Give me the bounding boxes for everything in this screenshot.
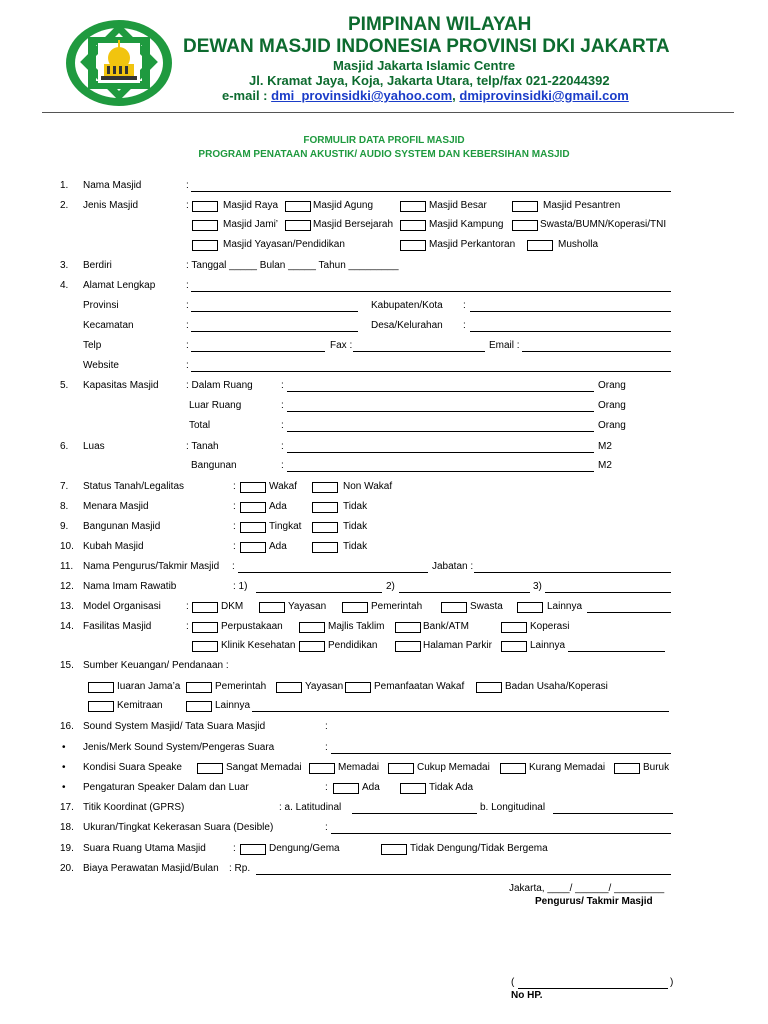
fax-input[interactable]	[353, 351, 485, 352]
text-n14: 14.	[60, 621, 74, 632]
text-o7b: Non Wakaf	[343, 481, 393, 492]
checkbox-masjid-agung[interactable]	[285, 201, 311, 212]
text-l16c: Pengaturan Speaker Dalam dan Luar	[83, 782, 249, 793]
header-email-row	[222, 88, 629, 103]
text-o2f: Masjid Bersejarah	[313, 219, 394, 230]
merk-sound-input[interactable]	[331, 753, 671, 754]
checkbox-pengaturan-ada[interactable]	[333, 783, 359, 794]
text-o15f: Kemitraan	[117, 700, 163, 711]
text-n3: 3.	[60, 260, 69, 271]
text-o16c: Cukup Memadai	[417, 762, 490, 773]
luas-tanah-input[interactable]	[287, 452, 594, 453]
kapasitas-dalam-input[interactable]	[287, 391, 594, 392]
text-l11: Nama Pengurus/Takmir Masjid	[83, 561, 220, 572]
text-c17: : a. Latitudinal	[279, 802, 342, 813]
header-address: Jl. Kramat Jaya, Koja, Jakarta Utara, telp/fax 021-22044392	[249, 73, 610, 88]
form-title: FORMULIR DATA PROFIL MASJID	[303, 135, 465, 146]
text-o16g: Tidak Ada	[429, 782, 474, 793]
provinsi-input[interactable]	[191, 311, 358, 312]
text-c5a: :	[281, 380, 284, 391]
text-c13: :	[186, 601, 189, 612]
text-c9: :	[233, 521, 236, 532]
text-o15c: Yayasan	[305, 681, 344, 692]
text-l4a: Provinsi	[83, 300, 119, 311]
text-l16: Sound System Masjid/ Tata Suara Masjid	[83, 721, 266, 732]
checkbox-menara-b[interactable]	[312, 502, 338, 513]
kabupaten-input[interactable]	[470, 311, 671, 312]
text-o14e: Klinik Kesehatan	[221, 640, 296, 651]
checkbox-kubah-b[interactable]	[312, 542, 338, 553]
text-o14a: Perpustakaan	[221, 621, 283, 632]
text-u5b: Orang	[598, 400, 626, 411]
text-n4: 4.	[60, 280, 69, 291]
text-n10: 10.	[60, 541, 74, 552]
text-c4e: :	[186, 340, 189, 351]
text-n1: 1.	[60, 180, 69, 191]
text-o16e: Buruk	[643, 762, 670, 773]
checkbox-cukup-memadai[interactable]	[388, 763, 414, 774]
text-o10b: Tidak	[343, 541, 368, 552]
text-l17: Titik Koordinat (GPRS)	[83, 802, 185, 813]
text-o15a: Iuaran Jama’a	[117, 681, 181, 692]
text-n18: 18.	[60, 822, 74, 833]
text-l12c: 3)	[533, 581, 542, 592]
text-n20: 20.	[60, 863, 74, 874]
text-u6a: M2	[598, 441, 612, 452]
text-n17: 17.	[60, 802, 74, 813]
text-c14: :	[186, 621, 189, 632]
checkbox-pendidikan[interactable]	[299, 641, 325, 652]
desible-input[interactable]	[331, 833, 671, 834]
kecamatan-input[interactable]	[191, 331, 358, 332]
text-o13a: DKM	[221, 601, 244, 612]
website-input[interactable]	[191, 371, 671, 372]
signature-hp-label: No HP.	[511, 990, 543, 1001]
text-u5a: Orang	[598, 380, 626, 391]
biaya-input[interactable]	[256, 874, 671, 875]
checkbox-dengung[interactable]	[240, 844, 266, 855]
checkbox-bangunan-a[interactable]	[240, 522, 266, 533]
checkbox-buruk[interactable]	[614, 763, 640, 774]
lainnya-fasilitas-input[interactable]	[568, 651, 665, 652]
text-o2j: Masjid Perkantoran	[429, 239, 516, 250]
text-o16d: Kurang Memadai	[529, 762, 606, 773]
text-l4d: Desa/Kelurahan	[371, 320, 443, 331]
text-o15e: Badan Usaha/Koperasi	[505, 681, 608, 692]
text-o16b: Memadai	[338, 762, 380, 773]
text-l2: Jenis Masjid	[83, 200, 139, 211]
form-subtitle: PROGRAM PENATAAN AKUSTIK/ AUDIO SYSTEM DAN KEBERSIHAN MASJID	[198, 149, 570, 160]
text-n12: 12.	[60, 581, 74, 592]
text-l1: Nama Masjid	[83, 180, 142, 191]
checkbox-lainnya-fasilitas[interactable]	[501, 641, 527, 652]
checkbox-bank-atm[interactable]	[395, 622, 421, 633]
text-l4f: Fax :	[330, 340, 353, 351]
text-c4d: :	[463, 320, 466, 331]
text-o15d: Pemanfaatan Wakaf	[374, 681, 465, 692]
kapasitas-luar-input[interactable]	[287, 411, 594, 412]
checkbox-pengaturan-tidak[interactable]	[400, 783, 426, 794]
text-l12: Nama Imam Rawatib	[83, 581, 177, 592]
checkbox-yayasan[interactable]	[259, 602, 285, 613]
checkbox-masjid-yayasan[interactable]	[192, 240, 218, 251]
text-o7a: Wakaf	[269, 481, 297, 492]
text-c5b: :	[281, 400, 284, 411]
text-n8: 8.	[60, 501, 69, 512]
email-separator: ,	[452, 88, 456, 103]
text-c12: : 1)	[233, 581, 248, 592]
text-n15: 15.	[60, 660, 74, 671]
text-l3: Berdiri	[83, 260, 112, 271]
checkbox-masjid-jami[interactable]	[192, 220, 218, 231]
checkbox-memadai[interactable]	[309, 763, 335, 774]
text-l12b: 2)	[386, 581, 395, 592]
signature-name-input[interactable]	[518, 988, 668, 989]
text-c1: :	[186, 180, 189, 191]
text-c4c: :	[186, 320, 189, 331]
text-o14g: Halaman Parkir	[423, 640, 492, 651]
text-o15b: Pemerintah	[215, 681, 267, 692]
text-o16a: Sangat Memadai	[226, 762, 302, 773]
desa-input[interactable]	[470, 331, 671, 332]
signature-paren-open: (	[511, 977, 515, 988]
imam-1-input[interactable]	[256, 592, 382, 593]
text-o19b: Tidak Dengung/Tidak Bergema	[410, 843, 548, 854]
text-o9a: Tingkat	[269, 521, 302, 532]
text-o15g: Lainnya	[215, 700, 251, 711]
text-o8a: Ada	[269, 501, 287, 512]
checkbox-masjid-pesantren[interactable]	[512, 201, 538, 212]
luas-bangunan-input[interactable]	[287, 471, 594, 472]
text-o2h: Swasta/BUMN/Koperasi/TNI	[540, 219, 667, 230]
lainnya-org-input[interactable]	[587, 612, 671, 613]
text-c4: :	[186, 280, 189, 291]
text-l4c: Kecamatan	[83, 320, 134, 331]
text-o14b: Majlis Taklim	[328, 621, 385, 632]
checkbox-perpustakaan[interactable]	[192, 622, 218, 633]
text-c4a: :	[186, 300, 189, 311]
checkbox-masjid-raya[interactable]	[192, 201, 218, 212]
text-c2: :	[186, 200, 189, 211]
checkbox-masjid-besar[interactable]	[400, 201, 426, 212]
imam-2-input[interactable]	[399, 592, 530, 593]
signature-date[interactable]: Jakarta, ____/ ______/ _________	[509, 883, 665, 894]
text-c4h: :	[186, 360, 189, 371]
checkbox-badan-usaha[interactable]	[476, 682, 502, 693]
text-o16f: Ada	[362, 782, 380, 793]
text-b2: •	[62, 762, 66, 773]
text-n16: 16.	[60, 721, 74, 732]
text-o2g: Masjid Kampung	[429, 219, 504, 230]
text-l20: Biaya Perawatan Masjid/Bulan	[83, 863, 219, 874]
text-c6a: :	[281, 441, 284, 452]
text-l8: Menara Masjid	[83, 501, 149, 512]
text-o8b: Tidak	[343, 501, 368, 512]
checkbox-koperasi[interactable]	[501, 622, 527, 633]
latitude-input[interactable]	[352, 813, 477, 814]
text-l14: Fasilitas Masjid	[83, 621, 152, 632]
text-o13d: Swasta	[470, 601, 503, 612]
email-label: e-mail :	[222, 88, 268, 103]
kapasitas-total-input[interactable]	[287, 431, 594, 432]
lainnya-dana-input[interactable]	[252, 711, 669, 712]
text-n11: 11.	[60, 561, 74, 572]
text-o13e: Lainnya	[547, 601, 583, 612]
checkbox-swasta[interactable]	[512, 220, 538, 231]
imam-3-input[interactable]	[545, 592, 671, 593]
checkbox-sangat-memadai[interactable]	[197, 763, 223, 774]
checkbox-musholla[interactable]	[527, 240, 553, 251]
checkbox-pemerintah[interactable]	[342, 602, 368, 613]
text-b1: •	[62, 742, 66, 753]
text-u6b: M2	[598, 460, 612, 471]
header-org-name: PIMPINAN WILAYAH	[348, 14, 532, 35]
text-l6b: Bangunan	[191, 460, 237, 471]
text-l10: Kubah Masjid	[83, 541, 144, 552]
text-l5a: : Dalam Ruang	[186, 380, 253, 391]
text-o2e: Masjid Jami’	[223, 219, 279, 230]
checkbox-majlis-taklim[interactable]	[299, 622, 325, 633]
text-l4h: Website	[83, 360, 119, 371]
text-n7: 7.	[60, 481, 69, 492]
text-c8: :	[233, 501, 236, 512]
header-divider	[42, 112, 734, 113]
text-l16b: Kondisi Suara Speake	[83, 762, 182, 773]
text-o13b: Yayasan	[288, 601, 327, 612]
email-input[interactable]	[522, 351, 671, 352]
text-l15: Sumber Keuangan/ Pendanaan :	[83, 660, 229, 671]
text-c10: :	[233, 541, 236, 552]
checkbox-yayasan-dana[interactable]	[276, 682, 302, 693]
checkbox-wakaf-a[interactable]	[240, 482, 266, 493]
text-l5c: Total	[189, 420, 211, 431]
jabatan-input[interactable]	[474, 572, 671, 573]
checkbox-masjid-bersejarah[interactable]	[285, 220, 311, 231]
text-o2b: Masjid Agung	[313, 200, 374, 211]
checkbox-wakaf-dana[interactable]	[345, 682, 371, 693]
telp-input[interactable]	[191, 351, 325, 352]
text-o14f: Pendidikan	[328, 640, 378, 651]
text-l9: Bangunan Masjid	[83, 521, 161, 532]
text-o10a: Ada	[269, 541, 287, 552]
text-o2a: Masjid Raya	[223, 200, 279, 211]
text-c19: :	[233, 843, 236, 854]
text-c16c: :	[325, 782, 328, 793]
text-l5: Kapasitas Masjid	[83, 380, 159, 391]
checkbox-menara-a[interactable]	[240, 502, 266, 513]
text-l7: Status Tanah/Legalitas	[83, 481, 185, 492]
text-o13c: Pemerintah	[371, 601, 423, 612]
checkbox-tidak-dengung[interactable]	[381, 844, 407, 855]
text-c5c: :	[281, 420, 284, 431]
checkbox-klinik[interactable]	[192, 641, 218, 652]
text-o2k: Musholla	[558, 239, 599, 250]
email-link-yahoo[interactable]: dmi_provinsidki@yahoo.com	[271, 88, 453, 103]
signature-title: Pengurus/ Takmir Masjid	[535, 896, 653, 907]
checkbox-kubah-a[interactable]	[240, 542, 266, 553]
text-l4: Alamat Lengkap	[83, 280, 156, 291]
berdiri-input[interactable]: : Tanggal _____ Bulan _____ Tahun _________	[186, 260, 399, 271]
text-l4e: Telp	[83, 340, 102, 351]
checkbox-bangunan-b[interactable]	[312, 522, 338, 533]
text-l16a: Jenis/Merk Sound System/Pengeras Suara	[83, 742, 275, 753]
text-o14c: Bank/ATM	[423, 621, 469, 632]
text-n6: 6.	[60, 441, 69, 452]
nama-masjid-input[interactable]	[191, 191, 671, 192]
text-o9b: Tidak	[343, 521, 368, 532]
text-n2: 2.	[60, 200, 69, 211]
text-c7: :	[233, 481, 236, 492]
header-centre: Masjid Jakarta Islamic Centre	[333, 58, 516, 73]
checkbox-masjid-kampung[interactable]	[400, 220, 426, 231]
text-l4b: Kabupaten/Kota	[371, 300, 443, 311]
longitude-input[interactable]	[553, 813, 673, 814]
text-l17b: b. Longitudinal	[480, 802, 546, 813]
text-l6: Luas	[83, 441, 105, 452]
checkbox-masjid-perkantoran[interactable]	[400, 240, 426, 251]
text-l11b: Jabatan :	[432, 561, 474, 572]
nama-pengurus-input[interactable]	[238, 572, 428, 573]
text-l6a: : Tanah	[186, 441, 219, 452]
signature-paren-close: )	[670, 977, 674, 988]
text-l5b: Luar Ruang	[189, 400, 242, 411]
text-c18: :	[325, 822, 328, 833]
text-n19: 19.	[60, 843, 74, 854]
text-c16a: :	[325, 742, 328, 753]
text-u5c: Orang	[598, 420, 626, 431]
checkbox-lainnya-dana[interactable]	[186, 701, 212, 712]
text-c6b: :	[281, 460, 284, 471]
text-c20: : Rp.	[229, 863, 251, 874]
text-o2i: Masjid Yayasan/Pendidikan	[223, 239, 345, 250]
text-n5: 5.	[60, 380, 69, 391]
text-l13: Model Organisasi	[83, 601, 161, 612]
checkbox-lainnya-org[interactable]	[517, 602, 543, 613]
checkbox-iuaran[interactable]	[88, 682, 114, 693]
text-o2d: Masjid Pesantren	[543, 200, 621, 211]
text-o14h: Lainnya	[530, 640, 566, 651]
checkbox-swasta-org[interactable]	[441, 602, 467, 613]
text-o14d: Koperasi	[530, 621, 570, 632]
checkbox-kurang-memadai[interactable]	[500, 763, 526, 774]
dmi-logo-icon	[64, 18, 174, 108]
text-c4b: :	[463, 300, 466, 311]
text-n13: 13.	[60, 601, 74, 612]
text-n9: 9.	[60, 521, 69, 532]
checkbox-kemitraan[interactable]	[88, 701, 114, 712]
header-org-full-name: DEWAN MASJID INDONESIA PROVINSI DKI JAKARTA	[183, 36, 670, 57]
text-c11: :	[232, 561, 235, 572]
text-l4g: Email :	[489, 340, 520, 351]
text-b3: •	[62, 782, 66, 793]
text-o19a: Dengung/Gema	[269, 843, 340, 854]
checkbox-wakaf-b[interactable]	[312, 482, 338, 493]
text-c16: :	[325, 721, 328, 732]
checkbox-halaman-parkir[interactable]	[395, 641, 421, 652]
checkbox-dkm[interactable]	[192, 602, 218, 613]
text-l19: Suara Ruang Utama Masjid	[83, 843, 206, 854]
text-l18: Ukuran/Tingkat Kekerasan Suara (Desible)	[83, 822, 274, 833]
email-link-gmail[interactable]: dmiprovinsidki@gmail.com	[459, 88, 629, 103]
text-o2c: Masjid Besar	[429, 200, 487, 211]
alamat-input[interactable]	[191, 291, 671, 292]
checkbox-pemerintah-dana[interactable]	[186, 682, 212, 693]
